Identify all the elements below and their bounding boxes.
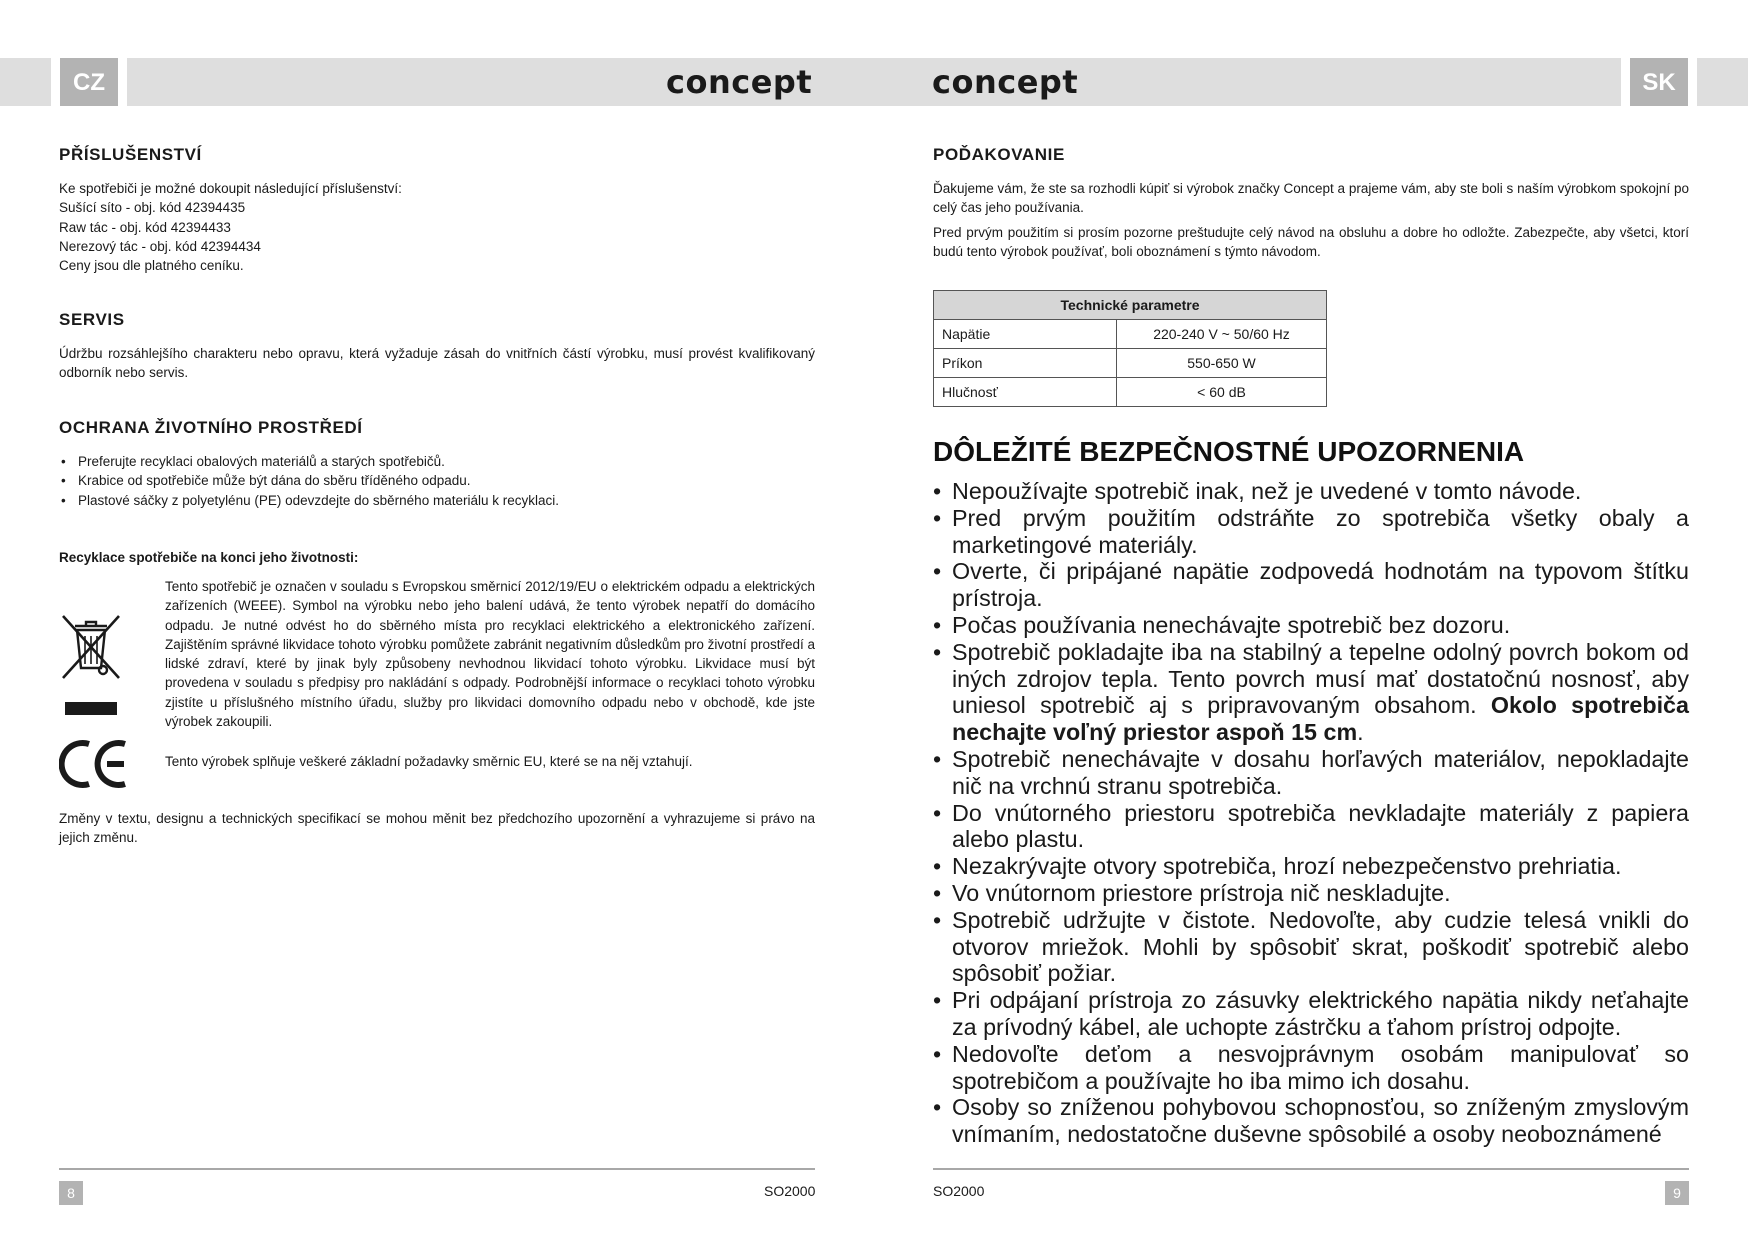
weee-text: Tento spotřebič je označen v souladu s Evropskou směrnicí 2012/19/EU o elektrickém odpadu a elektrických zařízeních (WEEE). Symbol na výrobku nebo jeho balení udává, že tento výrobek nepatří do domácího odpadu. Je nutné odvést ho do sběrného místa pro recyklaci elektrického a elektronického zařízení. Zajištěním správné likvidace tohoto výrobku pomůžete zabránit negativním důsledkům pro životní prostředí a lidské zdraví, které by jinak byly způsobeny nevhodnou likvidací tohoto výrobku. Likvidace musí být provedena v souladu s předpisy pro nakládání s odpady. Podrobnější informace o recyklaci tohoto výrobku zjistíte u příslušného místního úřadu, služby pro likvidaci domovního odpadu nebo v obchodě, kde jste výrobek zakoupili.	[165, 579, 815, 730]
list-item: • Plastové sáčky z polyetylénu (PE) odevzdejte do sběrného materiálu k recyklaci.	[59, 491, 815, 510]
spec-value: < 60 dB	[1117, 378, 1327, 407]
service-text: Údržbu rozsáhlejšího charakteru nebo opravu, která vyžaduje zásah do vnitřních částí výrobku, musí provést kvalifikovaný odborník nebo servis.	[59, 346, 815, 381]
accessories-line: Ceny jsou dle platného ceníku.	[59, 258, 244, 274]
language-badge-sk: SK	[1630, 58, 1688, 106]
list-item: • Vo vnútornom priestore prístroja nič neskladujte.	[933, 880, 1689, 907]
list-item: • Spotrebič udržujte v čistote. Nedovoľte, aby cudzie telesá vnikli do otvorov mriežok. Mohli by spôsobiť skrat, poškodiť spotrebič alebo spôsobiť požiar.	[933, 907, 1689, 987]
table-row	[934, 378, 1327, 407]
list-item: • Nezakrývajte otvory spotrebiča, hrozí nebezpečenstvo prehriatia.	[933, 853, 1689, 880]
list-item	[933, 639, 1689, 746]
model-number-left: SO2000	[764, 1183, 816, 1199]
band-divider	[1688, 58, 1697, 106]
footer-rule-right	[933, 1168, 1689, 1170]
environment-list	[59, 452, 815, 510]
list-item: • Osoby so zníženou pohybovou schopnosťou, so zníženým zmyslovým vnímaním, nedostatočne duševne spôsobilé a osoby neoboznámené	[933, 1094, 1689, 1148]
table-row	[934, 320, 1327, 349]
list-item: • Pri odpájaní prístroja zo zásuvky elektrického napätia nikdy neťahajte za prívodný kábel, ale uchopte zástrčku a ťahom prístroj odpojte.	[933, 987, 1689, 1041]
concept-logo-right: concept	[932, 63, 1079, 101]
list-item: • Do vnútorného priestoru spotrebiča nevkladajte materiály z papiera alebo plastu.	[933, 800, 1689, 854]
accessories-line: Sušící síto - obj. kód 42394435	[59, 200, 246, 216]
footer-rule-left	[59, 1168, 815, 1170]
table-row	[934, 349, 1327, 378]
accessories-list	[59, 179, 815, 275]
accessories-line: Raw tác - obj. kód 42394433	[59, 219, 231, 235]
model-number-right: SO2000	[933, 1183, 985, 1199]
spec-label: Napätie	[934, 320, 1117, 349]
recycling-heading: Recyklace spotřebiče na konci jeho životnosti:	[59, 550, 359, 565]
spec-table-header: Technické parametre	[934, 291, 1327, 320]
spec-label: Hlučnosť	[934, 378, 1117, 407]
language-badge-cz: CZ	[60, 58, 118, 106]
changes-notice: Změny v textu, designu a technických specifikací se mohou měnit bez předchozího upozornění a vyhrazujeme si právo na jejich změnu.	[59, 811, 815, 846]
list-item-emphasis: Okolo spotrebiča nechajte voľný priestor aspoň 15 cm	[952, 692, 1689, 746]
environment-heading: OCHRANA ŽIVOTNÍHO PROSTŘEDÍ	[59, 418, 363, 437]
concept-logo-left: concept	[666, 63, 813, 101]
list-item: • Krabice od spotřebiče může být dána do sběru tříděného odpadu.	[59, 471, 815, 490]
safety-heading: DÔLEŽITÉ BEZPEČNOSTNÉ UPOZORNENIA	[933, 436, 1525, 467]
band-divider	[118, 58, 127, 106]
list-item: • Preferujte recyklaci obalových materiálů a starých spotřebičů.	[59, 452, 815, 471]
page-number-right: 9	[1665, 1181, 1689, 1205]
list-item: • Overte, či pripájané napätie zodpovedá hodnotám na typovom štítku prístroja.	[933, 558, 1689, 612]
list-item-text: Spotrebič pokladajte iba na stabilný a tepelne odolný povrch bokom od iných zdrojov tepla. Tento povrch musí mať dostatočnú nosnosť, aby uniesol spotrebič aj s pripravovaným obsahom.	[952, 638, 1689, 719]
accessories-heading: PŘÍSLUŠENSTVÍ	[59, 145, 202, 164]
list-item: • Počas používania nenechávajte spotrebič bez dozoru.	[933, 612, 1689, 639]
band-divider	[51, 58, 60, 106]
list-item: • Spotrebič nenechávajte v dosahu horľavých materiálov, nepokladajte nič na vrchnú stranu spotrebiča.	[933, 746, 1689, 800]
list-item: • Nepoužívajte spotrebič inak, než je uvedené v tomto návode.	[933, 478, 1689, 505]
spec-label: Príkon	[934, 349, 1117, 378]
spec-value: 550-650 W	[1117, 349, 1327, 378]
accessories-line: Nerezový tác - obj. kód 42394434	[59, 238, 261, 254]
thanks-paragraph-1: Ďakujeme vám, že ste sa rozhodli kúpiť si výrobok značky Concept a prajeme vám, aby ste boli s naším výrobkom spokojní po celý čas jeho používania.	[933, 181, 1689, 216]
thanks-heading: POĎAKOVANIE	[933, 145, 1065, 164]
accessories-line: Ke spotřebiči je možné dokoupit následující příslušenství:	[59, 181, 402, 196]
ce-text: Tento výrobek splňuje veškeré základní požadavky směrnic EU, které se na něj vztahují.	[165, 754, 693, 769]
band-divider	[1621, 58, 1630, 106]
thanks-paragraph-2: Pred prvým použitím si prosím pozorne preštudujte celý návod na obsluhu a dobre ho odložte. Zabezpečte, aby všetci, ktorí budú tento výrobok používať, boli oboznámení s týmto návodom.	[933, 225, 1689, 260]
list-item: • Pred prvým použitím odstráňte zo spotrebiča všetky obaly a marketingové materiály.	[933, 505, 1689, 559]
spec-value: 220-240 V ~ 50/60 Hz	[1117, 320, 1327, 349]
list-item-end: .	[1357, 719, 1364, 746]
service-heading: SERVIS	[59, 310, 125, 329]
list-item: • Nedovoľte deťom a nesvojprávnym osobám manipulovať so spotrebičom a používajte ho iba mimo ich dosahu.	[933, 1041, 1689, 1095]
ce-mark-icon	[59, 738, 131, 790]
spec-table	[933, 290, 1327, 407]
page-number-left: 8	[59, 1181, 83, 1205]
header-band	[0, 58, 1748, 106]
safety-list	[933, 478, 1689, 1148]
weee-crossed-bin-icon	[59, 612, 123, 722]
